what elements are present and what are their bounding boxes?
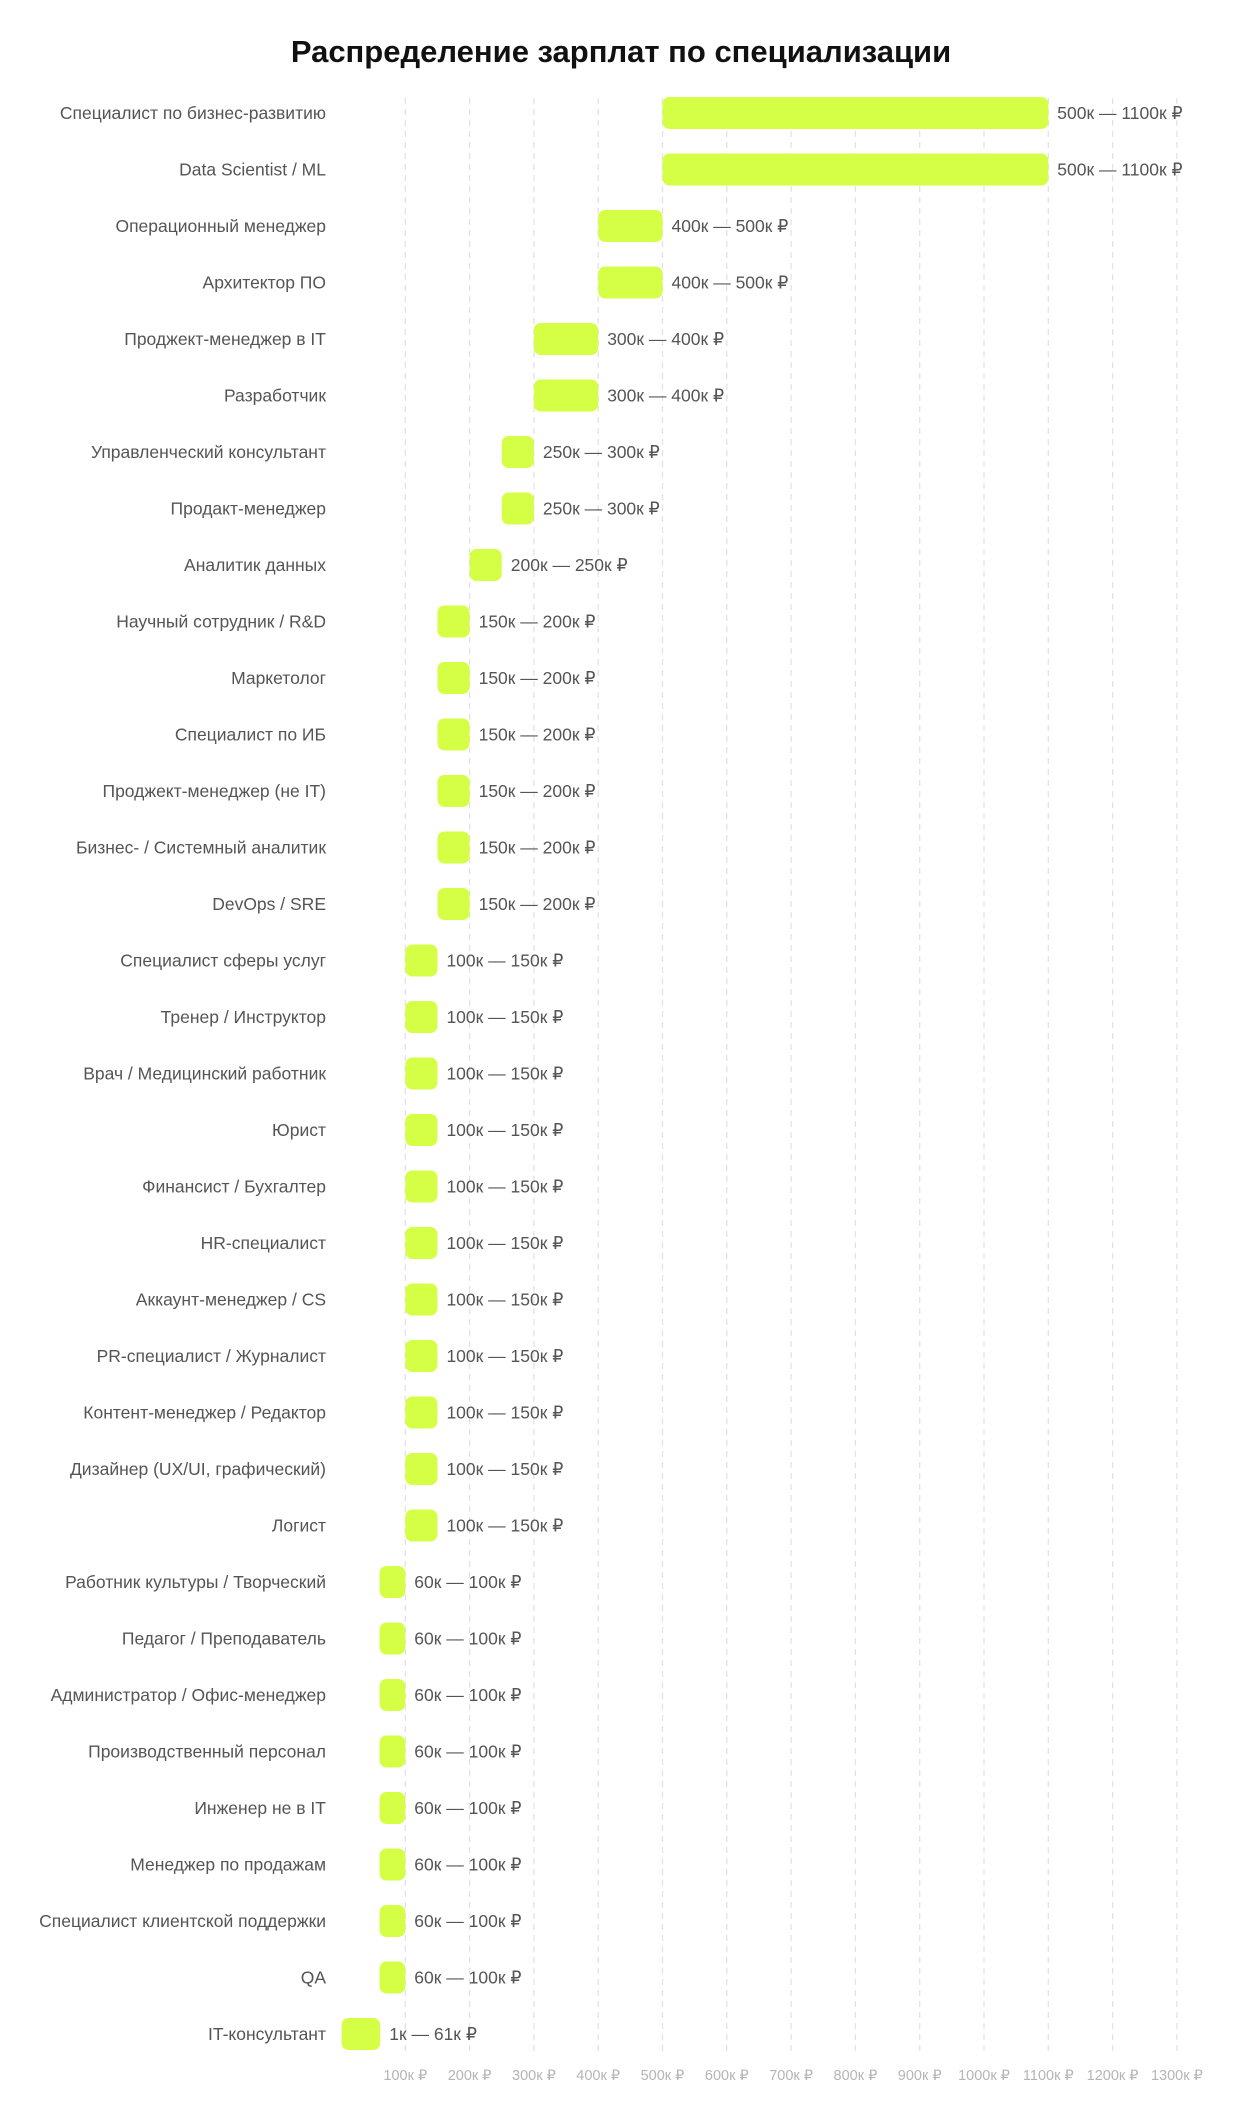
value-label: 100к — 150к ₽	[446, 950, 564, 971]
category-label: IT-консультант	[208, 2024, 326, 2044]
x-tick-label: 500к ₽	[640, 2068, 685, 2084]
value-label: 60к — 100к ₽	[414, 1854, 522, 1875]
range-bar	[405, 1510, 437, 1542]
labels-layer	[39, 103, 1183, 2044]
category-label: Педагог / Преподаватель	[121, 1628, 326, 1649]
range-bar	[470, 549, 502, 581]
range-bar	[534, 323, 598, 355]
category-label: Аккаунт-менеджер / CS	[135, 1289, 326, 1310]
category-label: Архитектор ПО	[202, 272, 326, 293]
x-tick-label: 700к ₽	[769, 2068, 813, 2084]
category-label: Продакт-менеджер	[170, 498, 326, 519]
value-label: 250к — 300к ₽	[542, 442, 660, 462]
value-label: 150к — 200к ₽	[478, 894, 596, 914]
value-label: 100к — 150к ₽	[446, 1459, 564, 1479]
range-bar	[405, 1001, 437, 1033]
category-label: QA	[300, 1967, 326, 1988]
category-label: Специалист сферы услуг	[120, 950, 326, 971]
x-tick-label: 400к ₽	[576, 2068, 621, 2084]
category-label: Специалист по бизнес-развитию	[59, 103, 326, 123]
category-label: Юрист	[272, 1120, 326, 1140]
value-label: 150к — 200к ₽	[478, 837, 596, 858]
value-label: 100к — 150к ₽	[446, 1515, 564, 1536]
value-label: 100к — 150к ₽	[446, 1176, 564, 1197]
category-label: Работник культуры / Творческий	[65, 1572, 326, 1592]
range-bar	[437, 606, 469, 638]
x-tick-label: 100к ₽	[383, 2068, 428, 2084]
x-tick-label: 300к ₽	[512, 2068, 556, 2084]
range-bar	[405, 1453, 437, 1485]
range-bar	[663, 97, 1049, 129]
category-label: Логист	[271, 1515, 326, 1536]
range-bar	[502, 436, 534, 468]
category-label: Контент-менеджер / Редактор	[83, 1402, 326, 1423]
value-label: 100к — 150к ₽	[446, 1346, 564, 1366]
value-label: 250к — 300к ₽	[542, 498, 660, 519]
category-label: Тренер / Инструктор	[160, 1007, 326, 1027]
value-label: 300к — 400к ₽	[607, 329, 725, 349]
value-label: 60к — 100к ₽	[414, 1685, 522, 1705]
range-bar	[405, 1397, 437, 1429]
category-label: Менеджер по продажам	[130, 1854, 326, 1875]
range-bar	[405, 1284, 437, 1316]
category-label: Финансист / Бухгалтер	[142, 1176, 326, 1197]
value-label: 60к — 100к ₽	[414, 1911, 522, 1931]
ticks-layer	[383, 2068, 1202, 2084]
x-tick-label: 1000к ₽	[958, 2068, 1010, 2084]
category-label: Научный сотрудник / R&D	[116, 611, 326, 632]
range-bar	[437, 832, 469, 864]
value-label: 1к — 61к ₽	[389, 2024, 477, 2044]
value-label: 100к — 150к ₽	[446, 1233, 564, 1253]
value-label: 300к — 400к ₽	[607, 385, 725, 406]
category-label: Операционный менеджер	[115, 216, 326, 236]
x-tick-label: 1100к ₽	[1022, 2068, 1074, 2084]
range-bar	[405, 1058, 437, 1090]
value-label: 60к — 100к ₽	[414, 1628, 522, 1649]
category-label: Инженер не в IT	[194, 1798, 326, 1818]
range-bar	[405, 1340, 437, 1372]
value-label: 500к — 1100к ₽	[1057, 103, 1183, 123]
range-bar	[380, 1566, 406, 1598]
category-label: Администратор / Офис-менеджер	[50, 1685, 326, 1705]
range-bar	[437, 662, 469, 694]
range-bar	[598, 267, 662, 299]
range-bar	[598, 210, 662, 242]
chart-title: Распределение зарплат по специализации	[290, 34, 952, 69]
value-label: 60к — 100к ₽	[414, 1741, 522, 1762]
range-bar	[380, 1736, 406, 1768]
range-bar	[342, 2018, 381, 2050]
range-bar	[380, 1962, 406, 1994]
category-label: Производственный персонал	[88, 1741, 326, 1762]
category-label: DevOps / SRE	[212, 894, 326, 914]
value-label: 200к — 250к ₽	[510, 555, 628, 575]
value-label: 150к — 200к ₽	[478, 781, 596, 801]
category-label: Дизайнер (UX/UI, графический)	[69, 1459, 326, 1479]
x-tick-label: 900к ₽	[897, 2068, 942, 2084]
range-bar	[534, 380, 598, 412]
range-bar	[380, 1849, 406, 1881]
x-tick-label: 1200к ₽	[1086, 2068, 1139, 2084]
value-label: 150к — 200к ₽	[478, 668, 596, 688]
range-bar	[437, 775, 469, 807]
category-label: Аналитик данных	[184, 555, 326, 575]
value-label: 60к — 100к ₽	[414, 1967, 522, 1988]
range-bar	[380, 1623, 406, 1655]
range-bar	[405, 1114, 437, 1146]
value-label: 500к — 1100к ₽	[1057, 159, 1183, 180]
range-bar	[380, 1679, 406, 1711]
value-label: 100к — 150к ₽	[446, 1289, 564, 1310]
range-bar	[405, 1227, 437, 1259]
x-tick-label: 800к ₽	[833, 2068, 878, 2084]
category-label: Бизнес- / Системный аналитик	[75, 837, 326, 858]
range-bar	[380, 1792, 406, 1824]
category-label: PR-специалист / Журналист	[96, 1346, 326, 1366]
value-label: 100к — 150к ₽	[446, 1063, 564, 1084]
category-label: HR-специалист	[200, 1233, 326, 1253]
value-label: 150к — 200к ₽	[478, 724, 596, 745]
range-bar	[502, 493, 534, 525]
category-label: Врач / Медицинский работник	[83, 1063, 326, 1084]
range-bar	[405, 1171, 437, 1203]
value-label: 60к — 100к ₽	[414, 1572, 522, 1592]
value-label: 60к — 100к ₽	[414, 1798, 522, 1818]
category-label: Проджект-менеджер (не IT)	[102, 781, 326, 801]
range-bar	[380, 1905, 406, 1937]
value-label: 400к — 500к ₽	[671, 216, 789, 236]
range-bar	[437, 888, 469, 920]
x-tick-label: 1300к ₽	[1150, 2068, 1203, 2084]
category-label: Разработчик	[223, 385, 326, 406]
category-label: Проджект-менеджер в IT	[124, 329, 326, 349]
category-label: Специалист клиентской поддержки	[39, 1911, 326, 1931]
range-bar	[405, 945, 437, 977]
value-label: 100к — 150к ₽	[446, 1007, 564, 1027]
value-label: 100к — 150к ₽	[446, 1402, 564, 1423]
x-tick-label: 200к ₽	[447, 2068, 492, 2084]
category-label: Маркетолог	[231, 668, 326, 688]
range-bar	[437, 719, 469, 751]
value-label: 100к — 150к ₽	[446, 1120, 564, 1140]
category-label: Управленческий консультант	[90, 442, 326, 462]
x-tick-label: 600к ₽	[704, 2068, 749, 2084]
value-label: 400к — 500к ₽	[671, 272, 789, 293]
range-bar	[663, 154, 1049, 186]
category-label: Data Scientist / ML	[179, 159, 326, 180]
category-label: Специалист по ИБ	[174, 724, 326, 745]
value-label: 150к — 200к ₽	[478, 611, 596, 632]
